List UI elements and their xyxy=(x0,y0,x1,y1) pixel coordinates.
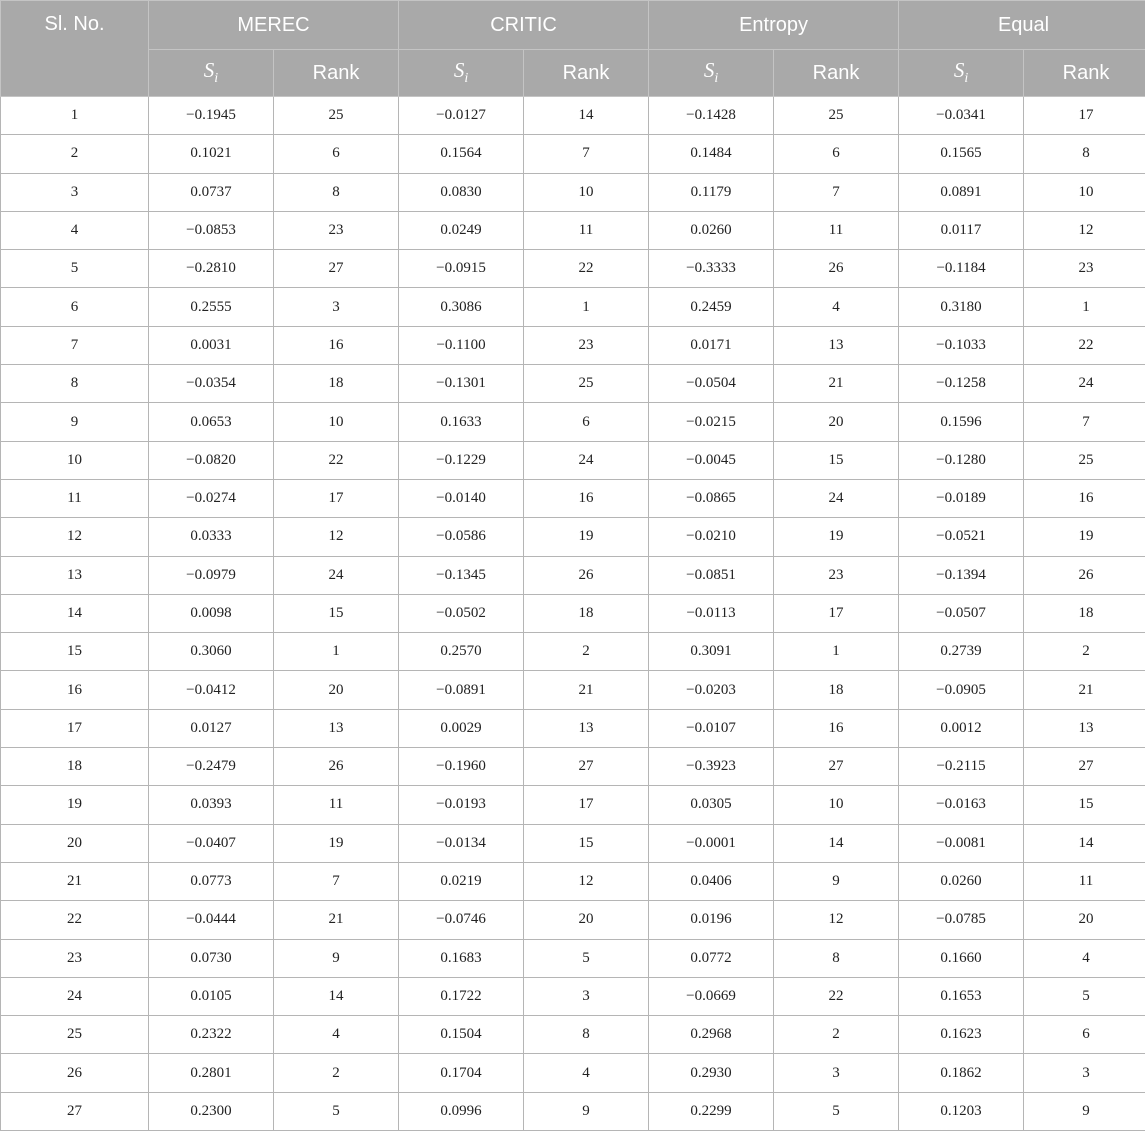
table-row xyxy=(1,633,1145,671)
critic-rank-cell: 17 xyxy=(524,786,649,824)
header-group-entropy: Entropy xyxy=(649,1,899,50)
merec-rank-cell: 20 xyxy=(274,671,399,709)
header-rank-equal: Rank xyxy=(1024,50,1145,97)
entropy-si-cell: −0.0203 xyxy=(649,671,774,709)
merec-si-cell: 0.0730 xyxy=(149,939,274,977)
entropy-rank-cell: 7 xyxy=(774,173,899,211)
entropy-rank-cell: 16 xyxy=(774,709,899,747)
table-row xyxy=(1,786,1145,824)
equal-si-cell: 0.1203 xyxy=(899,1092,1024,1130)
sl-no-cell: 7 xyxy=(1,326,149,364)
equal-si-cell: −0.0341 xyxy=(899,97,1024,135)
sl-no-cell: 11 xyxy=(1,479,149,517)
sl-no-cell: 6 xyxy=(1,288,149,326)
merec-rank-cell: 22 xyxy=(274,441,399,479)
entropy-si-cell: 0.0171 xyxy=(649,326,774,364)
entropy-rank-cell: 22 xyxy=(774,977,899,1015)
critic-rank-cell: 10 xyxy=(524,173,649,211)
merec-si-cell: 0.0653 xyxy=(149,403,274,441)
sl-no-cell: 5 xyxy=(1,250,149,288)
header-group-critic: CRITIC xyxy=(399,1,649,50)
critic-rank-cell: 24 xyxy=(524,441,649,479)
merec-si-cell: 0.2300 xyxy=(149,1092,274,1130)
header-row-groups xyxy=(1,1,1145,50)
table-row xyxy=(1,977,1145,1015)
critic-si-cell: −0.1345 xyxy=(399,556,524,594)
critic-rank-cell: 4 xyxy=(524,1054,649,1092)
merec-rank-cell: 1 xyxy=(274,633,399,671)
equal-si-cell: −0.0163 xyxy=(899,786,1024,824)
header-si-critic xyxy=(399,50,524,97)
equal-si-cell: 0.1596 xyxy=(899,403,1024,441)
critic-si-cell: 0.1633 xyxy=(399,403,524,441)
equal-si-cell: 0.0891 xyxy=(899,173,1024,211)
sl-no-cell: 18 xyxy=(1,748,149,786)
entropy-si-cell: −0.0669 xyxy=(649,977,774,1015)
critic-si-cell: 0.1683 xyxy=(399,939,524,977)
sl-no-cell: 25 xyxy=(1,1016,149,1054)
critic-rank-cell: 14 xyxy=(524,97,649,135)
si-symbol xyxy=(703,58,719,87)
table-row xyxy=(1,901,1145,939)
equal-si-cell: 0.1653 xyxy=(899,977,1024,1015)
equal-rank-cell: 18 xyxy=(1024,594,1145,632)
critic-rank-cell: 26 xyxy=(524,556,649,594)
table-row xyxy=(1,135,1145,173)
entropy-si-cell: −0.0045 xyxy=(649,441,774,479)
entropy-si-cell: −0.0504 xyxy=(649,365,774,403)
equal-rank-cell: 20 xyxy=(1024,901,1145,939)
critic-rank-cell: 19 xyxy=(524,518,649,556)
equal-rank-cell: 8 xyxy=(1024,135,1145,173)
critic-si-cell: 0.3086 xyxy=(399,288,524,326)
equal-si-cell: 0.1565 xyxy=(899,135,1024,173)
critic-rank-cell: 27 xyxy=(524,748,649,786)
equal-rank-cell: 2 xyxy=(1024,633,1145,671)
entropy-rank-cell: 8 xyxy=(774,939,899,977)
table-row xyxy=(1,288,1145,326)
equal-si-cell: −0.0507 xyxy=(899,594,1024,632)
critic-si-cell: −0.1100 xyxy=(399,326,524,364)
entropy-si-cell: 0.2459 xyxy=(649,288,774,326)
entropy-rank-cell: 4 xyxy=(774,288,899,326)
table-row xyxy=(1,748,1145,786)
equal-si-cell: 0.0117 xyxy=(899,211,1024,249)
entropy-si-cell: 0.0305 xyxy=(649,786,774,824)
table-header xyxy=(1,1,1145,97)
entropy-si-cell: −0.0210 xyxy=(649,518,774,556)
merec-rank-cell: 26 xyxy=(274,748,399,786)
equal-rank-cell: 14 xyxy=(1024,824,1145,862)
sl-no-cell: 12 xyxy=(1,518,149,556)
entropy-rank-cell: 1 xyxy=(774,633,899,671)
merec-si-cell: −0.0412 xyxy=(149,671,274,709)
equal-rank-cell: 22 xyxy=(1024,326,1145,364)
entropy-rank-cell: 21 xyxy=(774,365,899,403)
merec-rank-cell: 5 xyxy=(274,1092,399,1130)
table-row xyxy=(1,671,1145,709)
entropy-rank-cell: 12 xyxy=(774,901,899,939)
critic-si-cell: 0.0249 xyxy=(399,211,524,249)
merec-si-cell: 0.0105 xyxy=(149,977,274,1015)
merec-rank-cell: 19 xyxy=(274,824,399,862)
equal-si-cell: −0.0785 xyxy=(899,901,1024,939)
equal-si-cell: −0.0081 xyxy=(899,824,1024,862)
merec-rank-cell: 24 xyxy=(274,556,399,594)
entropy-si-cell: 0.2968 xyxy=(649,1016,774,1054)
equal-rank-cell: 1 xyxy=(1024,288,1145,326)
equal-si-cell: 0.0260 xyxy=(899,862,1024,900)
entropy-si-cell: −0.0001 xyxy=(649,824,774,862)
entropy-si-cell: −0.0215 xyxy=(649,403,774,441)
equal-si-cell: −0.0521 xyxy=(899,518,1024,556)
entropy-rank-cell: 11 xyxy=(774,211,899,249)
equal-rank-cell: 16 xyxy=(1024,479,1145,517)
merec-si-cell: 0.0737 xyxy=(149,173,274,211)
sl-no-cell: 3 xyxy=(1,173,149,211)
merec-rank-cell: 8 xyxy=(274,173,399,211)
critic-rank-cell: 20 xyxy=(524,901,649,939)
critic-rank-cell: 21 xyxy=(524,671,649,709)
entropy-rank-cell: 6 xyxy=(774,135,899,173)
entropy-rank-cell: 20 xyxy=(774,403,899,441)
table-body xyxy=(1,97,1145,1131)
si-symbol xyxy=(953,58,969,87)
table-row xyxy=(1,518,1145,556)
equal-rank-cell: 4 xyxy=(1024,939,1145,977)
entropy-rank-cell: 18 xyxy=(774,671,899,709)
merec-rank-cell: 21 xyxy=(274,901,399,939)
entropy-rank-cell: 24 xyxy=(774,479,899,517)
merec-rank-cell: 23 xyxy=(274,211,399,249)
merec-si-cell: −0.2479 xyxy=(149,748,274,786)
equal-rank-cell: 6 xyxy=(1024,1016,1145,1054)
merec-si-cell: 0.0127 xyxy=(149,709,274,747)
merec-si-cell: −0.2810 xyxy=(149,250,274,288)
header-rank-entropy: Rank xyxy=(774,50,899,97)
critic-rank-cell: 2 xyxy=(524,633,649,671)
equal-rank-cell: 19 xyxy=(1024,518,1145,556)
critic-rank-cell: 11 xyxy=(524,211,649,249)
equal-si-cell: −0.2115 xyxy=(899,748,1024,786)
entropy-rank-cell: 23 xyxy=(774,556,899,594)
merec-si-cell: 0.2322 xyxy=(149,1016,274,1054)
equal-rank-cell: 13 xyxy=(1024,709,1145,747)
merec-si-cell: 0.3060 xyxy=(149,633,274,671)
equal-si-cell: −0.0905 xyxy=(899,671,1024,709)
critic-si-cell: 0.0996 xyxy=(399,1092,524,1130)
entropy-si-cell: −0.0107 xyxy=(649,709,774,747)
merec-si-cell: 0.0773 xyxy=(149,862,274,900)
equal-rank-cell: 21 xyxy=(1024,671,1145,709)
table-row xyxy=(1,824,1145,862)
table-row xyxy=(1,326,1145,364)
sl-no-cell: 17 xyxy=(1,709,149,747)
entropy-rank-cell: 26 xyxy=(774,250,899,288)
sl-no-cell: 2 xyxy=(1,135,149,173)
equal-rank-cell: 24 xyxy=(1024,365,1145,403)
entropy-si-cell: −0.0113 xyxy=(649,594,774,632)
merec-si-cell: 0.0333 xyxy=(149,518,274,556)
entropy-si-cell: 0.0196 xyxy=(649,901,774,939)
sl-no-cell: 24 xyxy=(1,977,149,1015)
merec-rank-cell: 14 xyxy=(274,977,399,1015)
entropy-si-cell: 0.3091 xyxy=(649,633,774,671)
critic-si-cell: 0.2570 xyxy=(399,633,524,671)
entropy-rank-cell: 17 xyxy=(774,594,899,632)
sl-no-cell: 19 xyxy=(1,786,149,824)
critic-si-cell: −0.0746 xyxy=(399,901,524,939)
table-row xyxy=(1,173,1145,211)
si-subscript: i xyxy=(214,71,219,87)
critic-rank-cell: 15 xyxy=(524,824,649,862)
equal-rank-cell: 5 xyxy=(1024,977,1145,1015)
critic-si-cell: −0.0891 xyxy=(399,671,524,709)
header-si-equal xyxy=(899,50,1024,97)
critic-si-cell: 0.0830 xyxy=(399,173,524,211)
equal-si-cell: 0.0012 xyxy=(899,709,1024,747)
entropy-rank-cell: 9 xyxy=(774,862,899,900)
equal-rank-cell: 7 xyxy=(1024,403,1145,441)
merec-rank-cell: 9 xyxy=(274,939,399,977)
entropy-si-cell: 0.1179 xyxy=(649,173,774,211)
merec-rank-cell: 12 xyxy=(274,518,399,556)
entropy-si-cell: 0.2930 xyxy=(649,1054,774,1092)
equal-rank-cell: 27 xyxy=(1024,748,1145,786)
sl-no-cell: 23 xyxy=(1,939,149,977)
entropy-rank-cell: 14 xyxy=(774,824,899,862)
equal-si-cell: 0.1660 xyxy=(899,939,1024,977)
table-row xyxy=(1,939,1145,977)
critic-rank-cell: 12 xyxy=(524,862,649,900)
header-rank-critic: Rank xyxy=(524,50,649,97)
critic-si-cell: 0.0219 xyxy=(399,862,524,900)
critic-si-cell: −0.1960 xyxy=(399,748,524,786)
critic-si-cell: 0.0029 xyxy=(399,709,524,747)
entropy-si-cell: 0.0260 xyxy=(649,211,774,249)
entropy-rank-cell: 15 xyxy=(774,441,899,479)
critic-si-cell: 0.1504 xyxy=(399,1016,524,1054)
sl-no-cell: 13 xyxy=(1,556,149,594)
entropy-rank-cell: 2 xyxy=(774,1016,899,1054)
sl-no-cell: 27 xyxy=(1,1092,149,1130)
si-letter: S xyxy=(953,58,965,83)
entropy-si-cell: 0.2299 xyxy=(649,1092,774,1130)
merec-si-cell: −0.0274 xyxy=(149,479,274,517)
critic-si-cell: −0.0915 xyxy=(399,250,524,288)
equal-rank-cell: 9 xyxy=(1024,1092,1145,1130)
equal-rank-cell: 15 xyxy=(1024,786,1145,824)
critic-si-cell: −0.0140 xyxy=(399,479,524,517)
sl-no-cell: 16 xyxy=(1,671,149,709)
table-row xyxy=(1,709,1145,747)
merec-si-cell: −0.0407 xyxy=(149,824,274,862)
sl-no-cell: 1 xyxy=(1,97,149,135)
merec-si-cell: −0.0444 xyxy=(149,901,274,939)
critic-rank-cell: 5 xyxy=(524,939,649,977)
merec-rank-cell: 15 xyxy=(274,594,399,632)
si-letter: S xyxy=(703,58,715,83)
merec-rank-cell: 6 xyxy=(274,135,399,173)
equal-rank-cell: 26 xyxy=(1024,556,1145,594)
entropy-rank-cell: 25 xyxy=(774,97,899,135)
critic-rank-cell: 13 xyxy=(524,709,649,747)
equal-rank-cell: 17 xyxy=(1024,97,1145,135)
critic-rank-cell: 3 xyxy=(524,977,649,1015)
critic-si-cell: −0.1301 xyxy=(399,365,524,403)
merec-si-cell: 0.0393 xyxy=(149,786,274,824)
merec-rank-cell: 11 xyxy=(274,786,399,824)
entropy-si-cell: −0.3333 xyxy=(649,250,774,288)
critic-si-cell: −0.0586 xyxy=(399,518,524,556)
equal-rank-cell: 12 xyxy=(1024,211,1145,249)
table-row xyxy=(1,365,1145,403)
critic-si-cell: 0.1722 xyxy=(399,977,524,1015)
sl-no-cell: 14 xyxy=(1,594,149,632)
equal-si-cell: 0.3180 xyxy=(899,288,1024,326)
equal-rank-cell: 11 xyxy=(1024,862,1145,900)
critic-si-cell: −0.0193 xyxy=(399,786,524,824)
critic-rank-cell: 8 xyxy=(524,1016,649,1054)
merec-rank-cell: 13 xyxy=(274,709,399,747)
table-row xyxy=(1,594,1145,632)
sl-no-cell: 4 xyxy=(1,211,149,249)
sl-no-cell: 26 xyxy=(1,1054,149,1092)
critic-si-cell: −0.0502 xyxy=(399,594,524,632)
critic-rank-cell: 22 xyxy=(524,250,649,288)
si-subscript: i xyxy=(964,71,969,87)
entropy-si-cell: 0.0406 xyxy=(649,862,774,900)
si-letter: S xyxy=(203,58,215,83)
equal-rank-cell: 10 xyxy=(1024,173,1145,211)
merec-rank-cell: 10 xyxy=(274,403,399,441)
sl-no-cell: 21 xyxy=(1,862,149,900)
table-row xyxy=(1,862,1145,900)
merec-si-cell: −0.0820 xyxy=(149,441,274,479)
header-rank-merec: Rank xyxy=(274,50,399,97)
sl-no-cell: 9 xyxy=(1,403,149,441)
merec-rank-cell: 3 xyxy=(274,288,399,326)
equal-si-cell: 0.1862 xyxy=(899,1054,1024,1092)
table-row xyxy=(1,97,1145,135)
critic-rank-cell: 23 xyxy=(524,326,649,364)
equal-rank-cell: 23 xyxy=(1024,250,1145,288)
equal-si-cell: −0.1184 xyxy=(899,250,1024,288)
entropy-si-cell: −0.0851 xyxy=(649,556,774,594)
table-row xyxy=(1,1092,1145,1130)
si-symbol xyxy=(203,58,219,87)
critic-si-cell: 0.1704 xyxy=(399,1054,524,1092)
merec-si-cell: 0.0098 xyxy=(149,594,274,632)
entropy-si-cell: 0.0772 xyxy=(649,939,774,977)
table-row xyxy=(1,441,1145,479)
merec-si-cell: 0.0031 xyxy=(149,326,274,364)
merec-si-cell: 0.1021 xyxy=(149,135,274,173)
table-row xyxy=(1,479,1145,517)
equal-si-cell: −0.1033 xyxy=(899,326,1024,364)
sl-no-cell: 15 xyxy=(1,633,149,671)
table-row xyxy=(1,250,1145,288)
table-row xyxy=(1,1016,1145,1054)
merec-si-cell: −0.0853 xyxy=(149,211,274,249)
merec-si-cell: −0.0354 xyxy=(149,365,274,403)
merec-rank-cell: 27 xyxy=(274,250,399,288)
si-symbol xyxy=(453,58,469,87)
table-row xyxy=(1,211,1145,249)
merec-si-cell: −0.0979 xyxy=(149,556,274,594)
entropy-si-cell: −0.0865 xyxy=(649,479,774,517)
header-row-subcolumns xyxy=(1,50,1145,97)
critic-si-cell: −0.0127 xyxy=(399,97,524,135)
entropy-si-cell: 0.1484 xyxy=(649,135,774,173)
equal-rank-cell: 3 xyxy=(1024,1054,1145,1092)
equal-si-cell: −0.1258 xyxy=(899,365,1024,403)
sl-no-cell: 20 xyxy=(1,824,149,862)
header-si-merec xyxy=(149,50,274,97)
table-row xyxy=(1,556,1145,594)
merec-rank-cell: 2 xyxy=(274,1054,399,1092)
critic-rank-cell: 7 xyxy=(524,135,649,173)
equal-si-cell: 0.1623 xyxy=(899,1016,1024,1054)
entropy-si-cell: −0.3923 xyxy=(649,748,774,786)
si-letter: S xyxy=(453,58,465,83)
critic-rank-cell: 1 xyxy=(524,288,649,326)
merec-rank-cell: 4 xyxy=(274,1016,399,1054)
sl-no-cell: 8 xyxy=(1,365,149,403)
critic-rank-cell: 9 xyxy=(524,1092,649,1130)
merec-rank-cell: 7 xyxy=(274,862,399,900)
equal-si-cell: −0.1394 xyxy=(899,556,1024,594)
equal-si-cell: −0.0189 xyxy=(899,479,1024,517)
merec-rank-cell: 25 xyxy=(274,97,399,135)
table-row xyxy=(1,1054,1145,1092)
merec-si-cell: −0.1945 xyxy=(149,97,274,135)
critic-si-cell: 0.1564 xyxy=(399,135,524,173)
header-sl-no: Sl. No. xyxy=(1,1,149,97)
entropy-si-cell: −0.1428 xyxy=(649,97,774,135)
critic-rank-cell: 16 xyxy=(524,479,649,517)
critic-rank-cell: 18 xyxy=(524,594,649,632)
critic-si-cell: −0.0134 xyxy=(399,824,524,862)
entropy-rank-cell: 19 xyxy=(774,518,899,556)
sl-no-cell: 10 xyxy=(1,441,149,479)
si-subscript: i xyxy=(714,71,719,87)
equal-si-cell: −0.1280 xyxy=(899,441,1024,479)
entropy-rank-cell: 10 xyxy=(774,786,899,824)
merec-rank-cell: 17 xyxy=(274,479,399,517)
header-group-equal: Equal xyxy=(899,1,1145,50)
merec-si-cell: 0.2801 xyxy=(149,1054,274,1092)
merec-rank-cell: 16 xyxy=(274,326,399,364)
entropy-rank-cell: 27 xyxy=(774,748,899,786)
critic-si-cell: −0.1229 xyxy=(399,441,524,479)
merec-si-cell: 0.2555 xyxy=(149,288,274,326)
critic-rank-cell: 25 xyxy=(524,365,649,403)
equal-si-cell: 0.2739 xyxy=(899,633,1024,671)
si-subscript: i xyxy=(464,71,469,87)
merec-rank-cell: 18 xyxy=(274,365,399,403)
header-si-entropy xyxy=(649,50,774,97)
critic-rank-cell: 6 xyxy=(524,403,649,441)
entropy-rank-cell: 13 xyxy=(774,326,899,364)
header-group-merec: MEREC xyxy=(149,1,399,50)
entropy-rank-cell: 3 xyxy=(774,1054,899,1092)
table-row xyxy=(1,403,1145,441)
entropy-rank-cell: 5 xyxy=(774,1092,899,1130)
equal-rank-cell: 25 xyxy=(1024,441,1145,479)
sl-no-cell: 22 xyxy=(1,901,149,939)
